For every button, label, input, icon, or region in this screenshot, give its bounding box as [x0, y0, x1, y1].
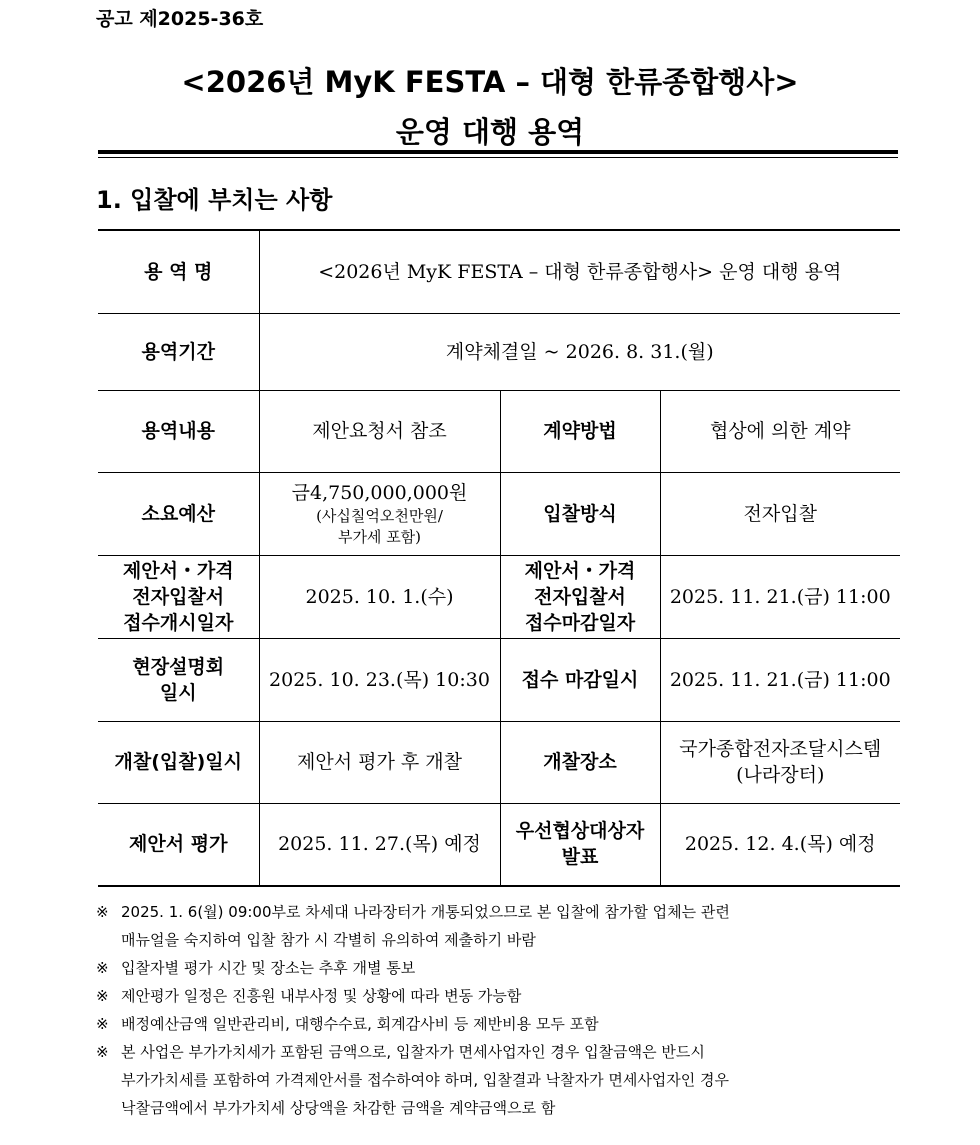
service-content-value: 제안요청서 참조: [259, 390, 500, 472]
opening-value: 제안서 평가 후 개찰: [259, 721, 500, 803]
receipt-deadline-value: 2025. 11. 21.(금) 11:00: [660, 638, 900, 721]
note-item: [96, 1010, 904, 1038]
submission-start-label: [98, 555, 259, 638]
receipt-deadline-label: 접수 마감일시: [500, 638, 660, 721]
title-rule-thick: [98, 150, 898, 154]
note-mark: ※: [96, 1015, 109, 1033]
contract-method-label: 계약방법: [500, 390, 660, 472]
note-mark: ※: [96, 959, 109, 977]
service-content-label: 용역내용: [98, 390, 259, 472]
budget-value: [259, 472, 500, 555]
opening-place-label: 개찰장소: [500, 721, 660, 803]
label-line: 현장설명회: [132, 655, 225, 678]
note-text: 제안평가 일정은 진흥원 내부사정 및 상황에 따라 변동 가능함: [121, 987, 522, 1005]
note-text: 2025. 1. 6(월) 09:00부로 차세대 나라장터가 개통되었으므로 본 입찰에 참가할 업체는 관련: [121, 903, 730, 921]
table-row: [98, 721, 900, 803]
note-text: 매뉴얼을 숙지하여 입찰 참가 시 각별히 유의하여 제출하기 바람: [121, 931, 536, 949]
submission-deadline-label: [500, 555, 660, 638]
note-text: 부가가치세를 포함하여 가격제안서를 접수하여야 하며, 입찰결과 낙찰자가 면세사업자인 경우: [121, 1071, 730, 1089]
opening-label: 개찰(입찰)일시: [98, 721, 259, 803]
service-name-value: <2026년 MyK FESTA – 대형 한류종합행사> 운영 대행 용역: [259, 230, 900, 313]
service-name-label: 용 역 명: [98, 230, 259, 313]
budget-label: 소요예산: [98, 472, 259, 555]
document-title-line1: <2026년 MyK FESTA – 대형 한류종합행사>: [181, 65, 799, 99]
label-line: 제안서・가격: [122, 559, 234, 582]
service-period-value: 계약체결일 ~ 2026. 8. 31.(월): [259, 313, 900, 390]
label-line: 접수마감일자: [524, 611, 636, 634]
budget-amount: 금4,750,000,000원: [291, 481, 468, 504]
table-row: [98, 555, 900, 638]
label-line: 제안서・가격: [524, 559, 636, 582]
table-row: [98, 638, 900, 721]
document-title-line2: 운영 대행 용역: [395, 115, 585, 149]
label-line: 일시: [159, 681, 197, 704]
submission-deadline-value: 2025. 11. 21.(금) 11:00: [660, 555, 900, 638]
label-line: 발표: [561, 846, 599, 869]
budget-note: (사십칠억오천만원/: [316, 506, 443, 525]
section-heading: 1. 입찰에 부치는 사항: [96, 186, 333, 214]
note-item: [96, 1038, 904, 1122]
value-line: 국가종합전자조달시스템: [679, 738, 882, 760]
label-line: 전자입찰서: [534, 585, 626, 608]
label-line: 접수개시일자: [123, 611, 234, 634]
opening-place-value: [660, 721, 900, 803]
table-row: [98, 390, 900, 472]
briefing-value: 2025. 10. 23.(목) 10:30: [259, 638, 500, 721]
evaluation-value: 2025. 11. 27.(목) 예정: [259, 803, 500, 886]
title-rule-thin: [98, 157, 898, 158]
notice-number: 공고 제2025-36호: [96, 8, 264, 30]
table-row: [98, 803, 900, 886]
priority-announce-value: 2025. 12. 4.(목) 예정: [660, 803, 900, 886]
evaluation-label: 제안서 평가: [98, 803, 259, 886]
note-item: [96, 898, 904, 954]
table-row: [98, 472, 900, 555]
note-mark: ※: [96, 987, 109, 1005]
table-row: [98, 230, 900, 313]
table-row: [98, 313, 900, 390]
note-text: 낙찰금액에서 부가가치세 상당액을 차감한 금액을 계약금액으로 함: [121, 1099, 556, 1117]
note-mark: ※: [96, 1043, 109, 1061]
note-item: [96, 982, 904, 1010]
priority-announce-label: [500, 803, 660, 886]
label-line: 전자입찰서: [132, 585, 225, 608]
note-text: 배정예산금액 일반관리비, 대행수수료, 회계감사비 등 제반비용 모두 포함: [121, 1015, 599, 1033]
submission-start-value: 2025. 10. 1.(수): [259, 555, 500, 638]
notes-list: [96, 898, 904, 1122]
label-line: 우선협상대상자: [515, 820, 645, 843]
budget-note: 부가세 포함): [337, 527, 422, 546]
briefing-label: [98, 638, 259, 721]
note-text: 본 사업은 부가가치세가 포함된 금액으로, 입찰자가 면세사업자인 경우 입찰금액은 반드시: [121, 1043, 705, 1061]
note-mark: ※: [96, 903, 109, 921]
value-line: (나라장터): [736, 764, 825, 786]
bid-method-value: 전자입찰: [660, 472, 900, 555]
service-period-label: 용역기간: [98, 313, 259, 390]
bid-info-table: [98, 229, 900, 887]
note-item: [96, 954, 904, 982]
note-text: 입찰자별 평가 시간 및 장소는 추후 개별 통보: [121, 959, 416, 977]
contract-method-value: 협상에 의한 계약: [660, 390, 900, 472]
bid-method-label: 입찰방식: [500, 472, 660, 555]
